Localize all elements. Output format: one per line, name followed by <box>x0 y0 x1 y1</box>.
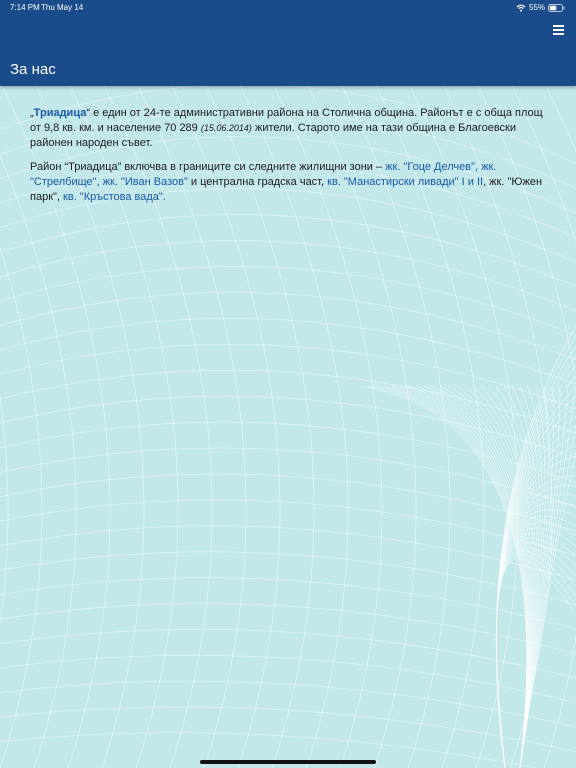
status-date: Thu May 14 <box>41 3 84 12</box>
status-time: 7:14 PM <box>10 3 40 12</box>
about-content <box>30 106 546 214</box>
status-indicators <box>516 0 566 16</box>
population-date: (15.06.2014) <box>200 123 252 133</box>
menu-button[interactable] <box>550 22 570 38</box>
zones-paragraph: Район “Триадица” включва в границите си следните жилищни зони – жк. "Гоце Делчев", жк. "Стрелбище", жк. "Иван Вазов" и централна градска част, кв. "Манастирски ливади" I и II, жк. "Южен парк", кв. "Кръстова вада". <box>30 161 543 203</box>
intro-paragraph: „Триадица“ е един от 24-те административни района на Столична община. Районът е с обща площ от 9,8 кв. км. и население 70 289 (15.06.2014) жители. Старото име на тази община е Благоевски районен народен съвет. <box>30 107 543 149</box>
home-indicator <box>200 760 376 764</box>
wifi-icon <box>516 4 526 12</box>
battery-percent: 55% <box>528 3 545 12</box>
district-link[interactable]: Триадица <box>33 107 87 119</box>
residential-zones-link[interactable]: жк. "Гоце Делчев", жк. "Стрелбище", жк. "Иван Вазов" <box>30 161 497 188</box>
battery-icon <box>548 4 566 12</box>
hamburger-menu-icon <box>553 25 564 27</box>
page-title: За нас <box>10 61 56 78</box>
status-bar <box>0 0 576 16</box>
app-header <box>0 0 576 86</box>
krastova-vada-link[interactable]: кв. "Кръстова вада". <box>63 191 166 203</box>
manastirski-livadi-link[interactable]: кв. "Манастирски ливади" I и II <box>327 176 484 188</box>
